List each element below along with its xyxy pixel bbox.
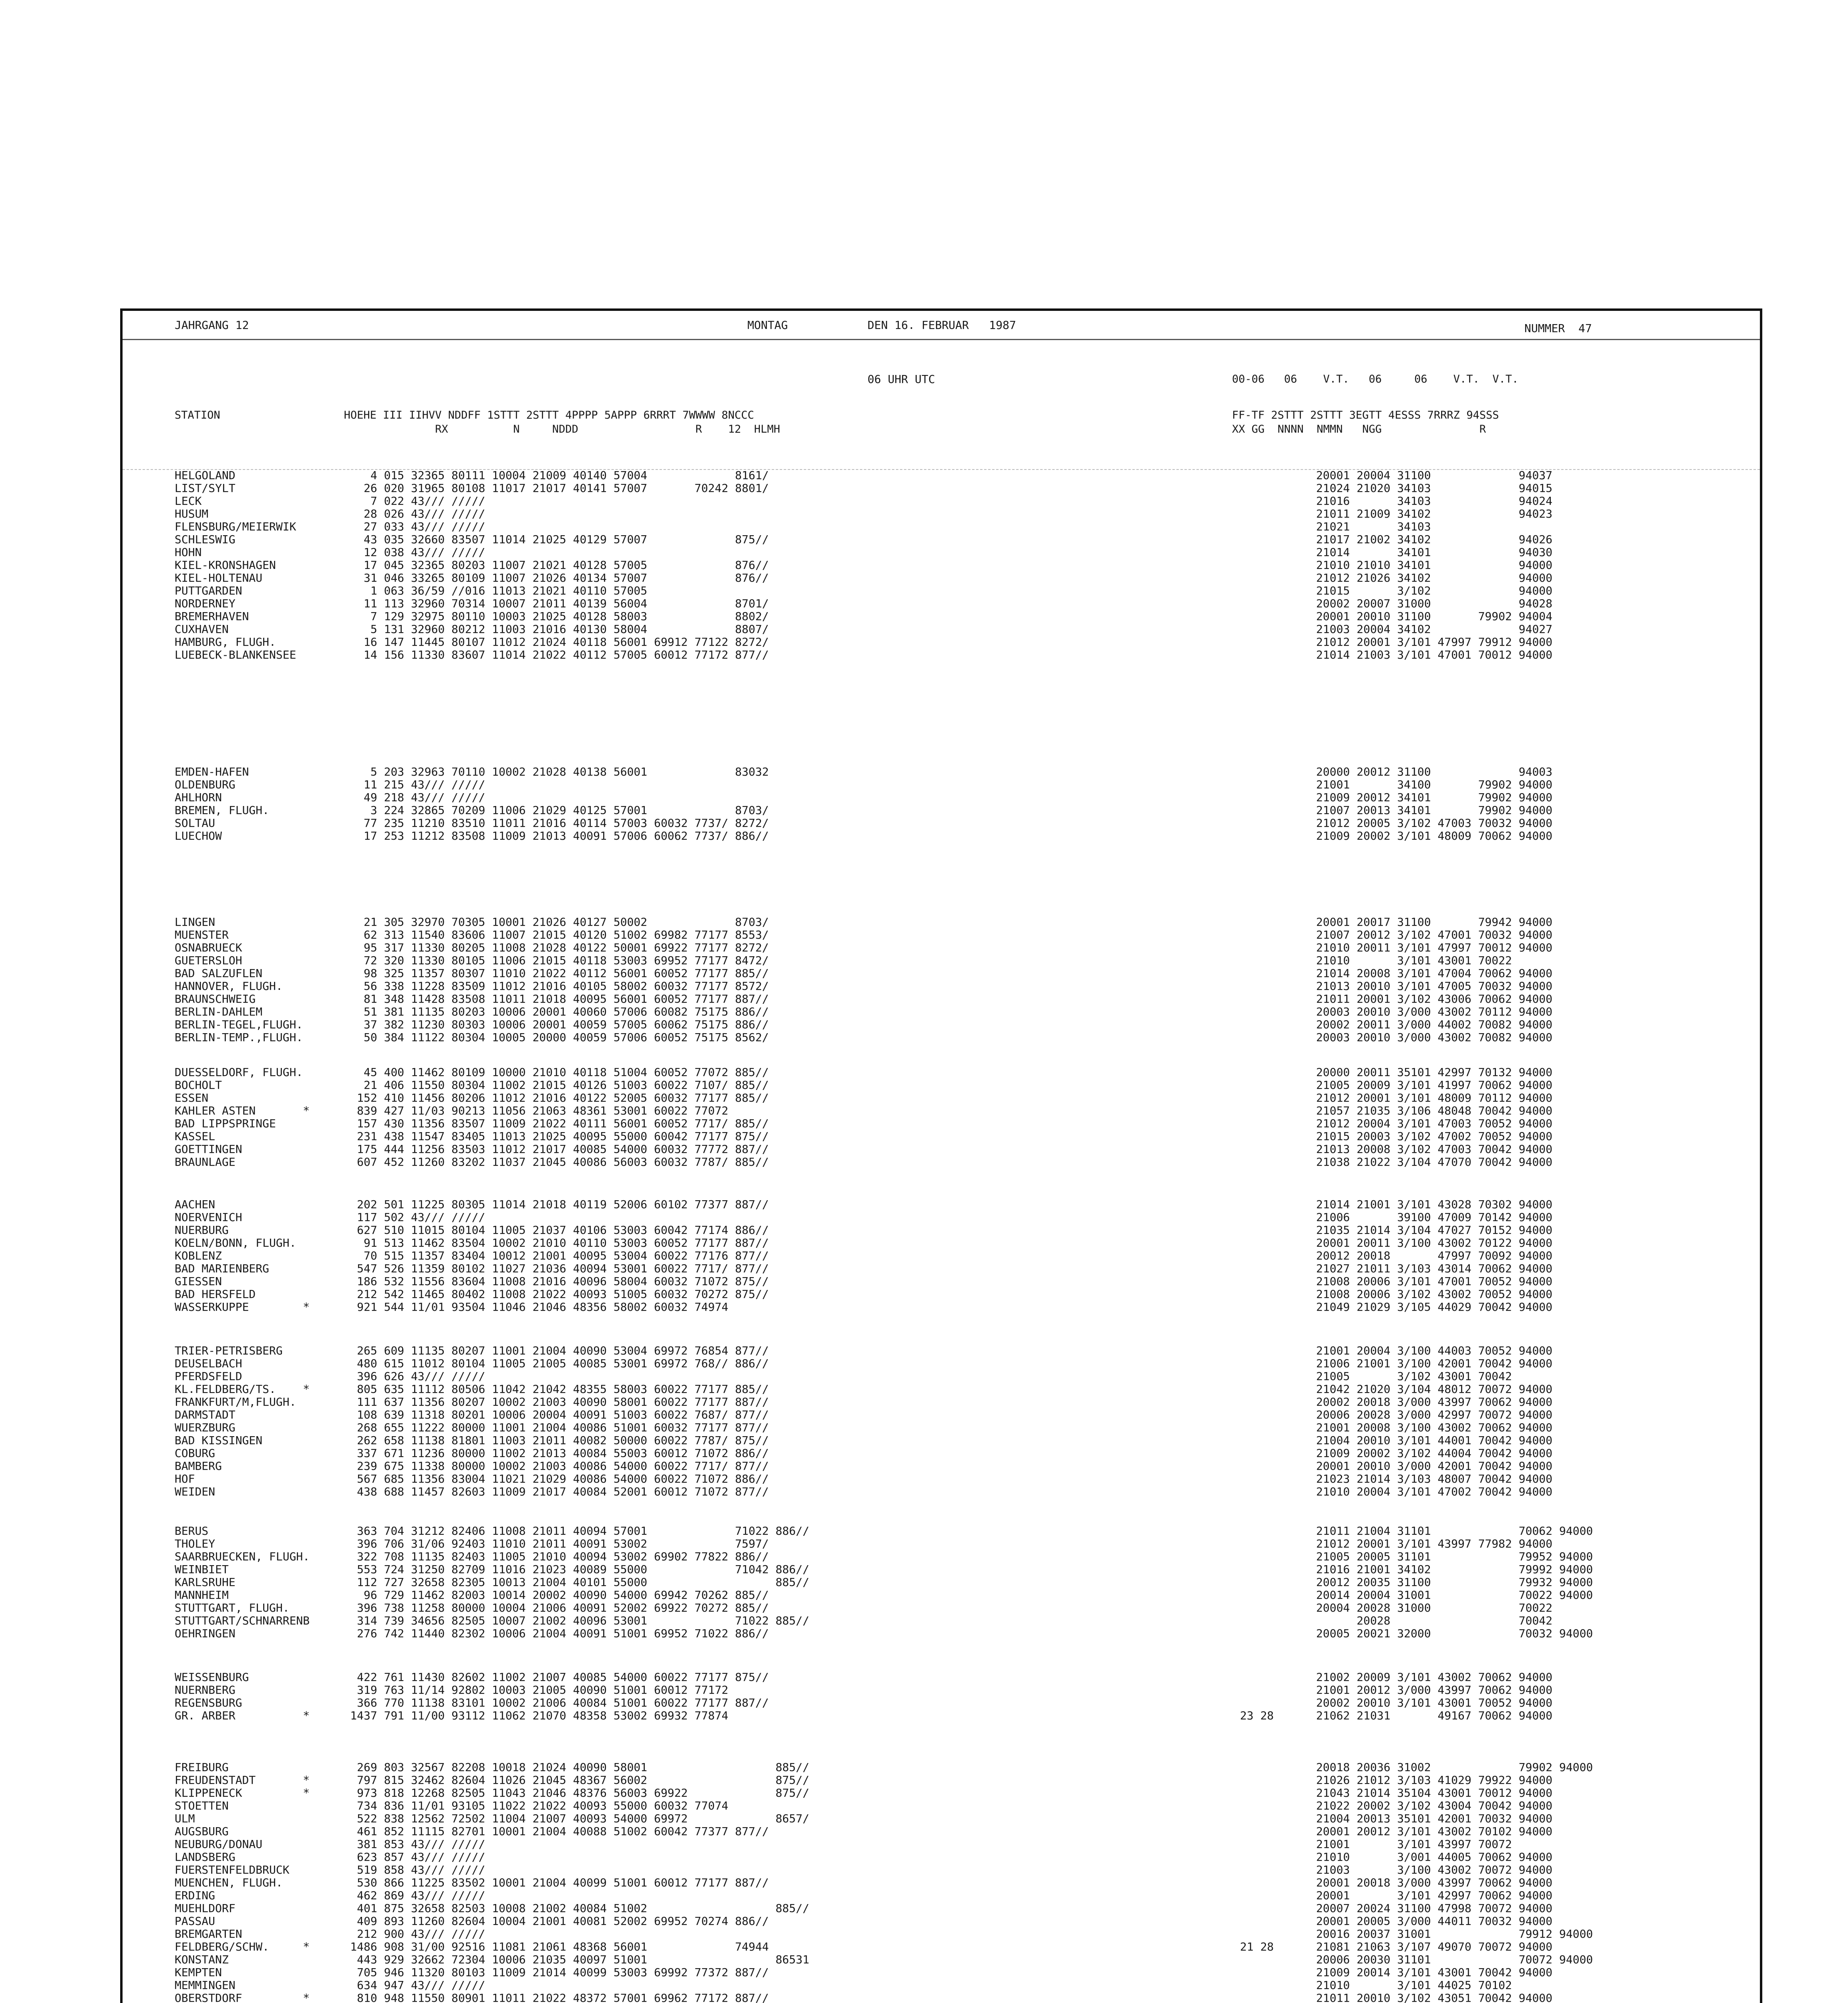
station-group-lower-saxony-extra: 20000 20012 31100 94003 21001 34100 79902 94000 21009 20012 34101 79902 94000 21007 20013 34101 79902 94000 21012 20005 3/102 47003 70032 94000 21009 20002 3/101 48009 70062 94000 (1316, 765, 1553, 842)
station-group-westphalia: DUESSELDORF, FLUGH. 45 400 11462 80109 10000 21010 40118 51004 60052 77072 885// BOCHOLT 21 406 11550 80304 11002 21015 40126 51003 60022 7107/ 885// ESSEN 152 410 11456 80206 11012 21016 40122 52005 60032 77177 885// KAHLER ASTEN * 839 427 11/03 90213 11056 21063 48361 53001 60022 77072 BAD LIPPSPRINGE 157 430 11356 83507 11009 21022 40111 56001 60052 7717/ 885// KASSEL 231 438 11547 83405 11013 21025 40095 55000 60042 77177 875// GOETTINGEN 175 444 11256 83503 11012 21017 40085 54000 60032 77772 887// BRAUNLAGE 607 452 11260 83202 11037 21045 40086 56003 60032 7787/ 885// (175, 1066, 769, 1169)
station-group-lower-saxony: EMDEN-HAFEN 5 203 32963 70110 10002 21028 40138 56001 83032 OLDENBURG 11 215 43/// ///// AHLHORN 49 218 43/// ///// BREMEN, FLUGH. 3 224 32865 70209 11006 21029 40125 57001 8703/ SOLTAU 77 235 11210 83510 11011 21016 40114 57003 60032 7737/ 8272/ LUECHOW 17 253 11212 83508 11009 21013 40091 57006 60062 7737/ 886// (175, 765, 769, 842)
right-time-label: 00-06 06 V.T. 06 06 V.T. V.T. (1232, 373, 1519, 385)
date-label: DEN 16. FEBRUAR 1987 (868, 318, 1016, 332)
station-group-south-note: 21 28 (1240, 1940, 1274, 1953)
station-group-berlin-extra: 20001 20017 31100 79942 94000 21007 20012 3/102 47001 70032 94000 21010 20011 3/101 47997 70012 94000 21010 3/101 43001 70022 21014 20008 3/101 47004 70062 94000 21013 20010 3/101 47005 70032 94000 21011 20001 3/102 43006 70062 94000 20003 20010 3/000 43002 70112 94000 20002 20011 3/000 44002 70082 94000 20003 20010 3/000 43002 70082 94000 (1316, 915, 1553, 1044)
station-group-hesse-franconia: TRIER-PETRISBERG 265 609 11135 80207 11001 21004 40090 53004 69972 76854 877// DEUSELBACH 480 615 11012 80104 11005 21005 40085 53001 69972 768// 886// PFERDSFELD 396 626 43/// ///// KL.FELDBERG/TS. * 805 635 11112 80506 11042 21042 48355 58003 60022 77177 885// FRANKFURT/M,FLUGH. 111 637 11356 80207 10002 21003 40090 58001 60022 77177 887// DARMSTADT 108 639 11318 80201 10006 20004 40091 51003 60022 7687/ 877// WUERZBURG 268 655 11222 80000 11001 21004 40086 51001 60032 77177 877// BAD KISSINGEN 262 658 11138 81801 11003 21011 40082 50000 60022 7787/ 875// COBURG 337 671 11236 80000 11002 21013 40084 55003 60012 71072 886// BAMBERG 239 675 11338 80000 10002 21003 40086 54000 60022 7717/ 877// HOF 567 685 11356 83004 11021 21029 40086 54000 60022 71072 886// WEIDEN 438 688 11457 82603 11009 21017 40084 52001 60012 71072 877// (175, 1344, 769, 1498)
station-group-hesse-franconia-extra: 21001 20004 3/100 44003 70052 94000 21006 21001 3/100 42001 70042 94000 21005 3/102 43001 70042 21042 21020 3/104 48012 70072 94000 20002 20018 3/000 43997 70062 94000 20006 20028 3/000 42997 70072 94000 21001 20008 3/100 43002 70062 94000 21004 20010 3/101 44001 70042 94000 21009 20002 3/102 44004 70042 94000 20001 20010 3/000 42001 70042 94000 21023 21014 3/103 48007 70042 94000 21010 20004 3/101 47002 70042 94000 (1316, 1344, 1553, 1498)
station-group-rhineland: AACHEN 202 501 11225 80305 11014 21018 40119 52006 60102 77377 887// NOERVENICH 117 502 43/// ///// NUERBURG 627 510 11015 80104 11005 21037 40106 53003 60042 77174 886// KOELN/BONN, FLUGH. 91 513 11462 83504 10002 21010 40110 53003 60052 77177 887// KOBLENZ 70 515 11357 83404 10012 21001 40095 53004 60022 77176 877// BAD MARIENBERG 547 526 11359 80102 11027 21036 40094 53001 60022 7717/ 877// GIESSEN 186 532 11556 83604 11008 21016 40096 58004 60032 71072 875// BAD HERSFELD 212 542 11465 80402 11008 21022 40093 51005 60032 70272 875// WASSERKUPPE * 921 544 11/01 93504 11046 21046 48356 58002 60032 74974 (175, 1198, 769, 1314)
station-group-north: HELGOLAND 4 015 32365 80111 10004 21009 40140 57004 8161/ LIST/SYLT 26 020 31965 80108 11017 21017 40141 57007 70242 8801/ LECK 7 022 43/// ///// HUSUM 28 026 43/// ///// FLENSBURG/MEIERWIK 27 033 43/// ///// SCHLESWIG 43 035 32660 83507 11014 21025 40129 57007 875// HOHN 12 038 43/// ///// KIEL-KRONSHAGEN 17 045 32365 80203 11007 21021 40128 57005 876// KIEL-HOLTENAU 31 046 33265 80109 11007 21026 40134 57007 876// PUTTGARDEN 1 063 36/59 //016 11013 21021 40110 57005 NORDERNEY 11 113 32960 70314 10007 21011 40139 56004 8701/ BREMERHAVEN 7 129 32975 80110 10003 21025 40128 58003 8802/ CUXHAVEN 5 131 32960 80212 11003 21016 40130 58004 8807/ HAMBURG, FLUGH. 16 147 11445 80107 11012 21024 40118 56001 69912 77122 8272/ LUEBECK-BLANKENSEE 14 156 11330 83607 11014 21022 40112 57005 60012 77172 877// (175, 469, 769, 661)
issue-number: NUMMER 47 (1524, 322, 1592, 335)
column-header-main: STATION HOEHE III IIHVV NDDFF 1STTT 2STTT 4PPPP 5APPP 6RRRT 7WWWW 8NCCC (175, 409, 754, 421)
station-group-bavaria-north-extra: 21002 20009 3/101 43002 70062 94000 21001 20012 3/000 43997 70062 94000 20002 20010 3/101 43001 70052 94000 21062 21031 49167 70062 94000 (1316, 1671, 1553, 1722)
weather-report-sheet (120, 308, 1762, 2003)
main-time-label: 06 UHR UTC (868, 373, 935, 386)
weekday-label: MONTAG (747, 318, 788, 332)
station-group-rhineland-extra: 21014 21001 3/101 43028 70302 94000 21006 39100 47009 70142 94000 21035 21014 3/104 47027 70152 94000 20001 20011 3/100 43002 70122 94000 20012 20018 47997 70092 94000 21027 21011 3/103 43014 70062 94000 21008 20006 3/101 47001 70052 94000 21008 20006 3/102 43002 70052 94000 21049 21029 3/105 44029 70042 94000 (1316, 1198, 1553, 1314)
header-rule (123, 339, 1760, 340)
station-group-saar-baden: BERUS 363 704 31212 82406 11008 21011 40094 57001 71022 886// THOLEY 396 706 31/06 92403 11010 21011 40091 53002 7597/ SAARBRUECKEN, FLUGH. 322 708 11135 82403 11005 21010 40094 53002 69902 77822 886// WEINBIET 553 724 31250 82709 11016 21023 40089 55000 71042 886// KARLSRUHE 112 727 32658 82305 10013 21004 40101 55000 885// MANNHEIM 96 729 11462 82003 10014 20002 40090 54000 69942 70262 885// STUTTGART, FLUGH. 396 738 11258 80000 10004 21006 40091 52002 69922 70272 885// STUTTGART/SCHNARRENB 314 739 34656 82505 10007 21002 40096 53001 71022 885// OEHRINGEN 276 742 11440 82302 10006 21004 40091 51001 69952 71022 886// (175, 1524, 809, 1640)
jahrgang-label: JAHRGANG 12 (175, 318, 249, 332)
column-header-main-sub: RX N NDDD R 12 HLMH (175, 423, 780, 435)
column-header-right-sub: XX GG NNNN NMMN NGG R (1232, 423, 1486, 435)
station-group-bavaria-north: WEISSENBURG 422 761 11430 82602 11002 21007 40085 54000 60022 77177 875// NUERNBERG 319 763 11/14 92802 10003 21005 40090 51001 60012 77172 REGENSBURG 366 770 11138 83101 10002 21006 40084 51001 60022 77177 887// GR. ARBER * 1437 791 11/00 93112 11062 21070 48358 53002 69932 77874 (175, 1671, 769, 1722)
station-group-north-extra: 20001 20004 31100 94037 21024 21020 34103 94015 21016 34103 94024 21011 21009 34102 94023 21021 34103 21017 21002 34102 94026 21014 34101 94030 21010 21010 34101 94000 21012 21026 34102 94000 21015 3/102 94000 20002 20007 31000 94028 20001 20010 31100 79902 94004 21003 20004 34102 94027 21012 20001 3/101 47997 79912 94000 21014 21003 3/101 47001 70012 94000 (1316, 469, 1553, 661)
station-group-bavaria-north-note: 23 28 (1240, 1709, 1274, 1722)
column-header-right: FF-TF 2STTT 2STTT 3EGTT 4ESSS 7RRRZ 94SSS (1232, 409, 1499, 421)
station-group-saar-baden-extra: 21011 21004 31101 70062 94000 21012 20001 3/101 43997 77982 94000 21005 20005 31101 79952 94000 21016 21001 34102 79992 94000 20012 20035 31100 79932 94000 20014 20004 31001 70022 94000 20004 20028 31000 70022 20028 70042 20005 20021 32000 70032 94000 (1316, 1524, 1593, 1640)
station-group-south-extra: 20018 20036 31002 79902 94000 21026 21012 3/103 41029 79922 94000 21043 21014 35104 43001 70012 94000 21022 20002 3/102 43004 70042 94000 21004 20013 35101 42001 70032 94000 20001 20012 3/101 43002 70102 94000 21001 3/101 43997 70072 21010 3/001 44005 70062 94000 21003 3/100 43002 70072 94000 20001 20018 3/000 43997 70062 94000 20001 3/101 42997 70062 94000 20007 20024 31100 47998 70072 94000 20001 20005 3/000 44011 70032 94000 20016 20037 31001 79912 94000 21081 21063 3/107 49070 70072 94000 20006 20030 31101 70072 94000 21009 20014 3/101 43001 70042 94000 21010 3/101 44025 70102 21011 20010 3/102 43051 70042 94000 (1316, 1761, 1593, 2003)
station-group-berlin: LINGEN 21 305 32970 70305 10001 21026 40127 50002 8703/ MUENSTER 62 313 11540 83606 11007 21015 40120 51002 69982 77177 8553/ OSNABRUECK 95 317 11330 80205 11008 21028 40122 50001 69922 77177 8272/ GUETERSLOH 72 320 11330 80105 11006 21015 40118 53003 69952 77177 8472/ BAD SALZUFLEN 98 325 11357 80307 11010 21022 40112 56001 60052 77177 885// HANNOVER, FLUGH. 56 338 11228 83509 11012 21016 40105 58002 60032 77177 8572/ BRAUNSCHWEIG 81 348 11428 83508 11011 21018 40095 56001 60052 77177 887// BERLIN-DAHLEM 51 381 11135 80203 10006 20001 40060 57006 60082 75175 886// BERLIN-TEGEL,FLUGH. 37 382 11230 80303 10006 20001 40059 57005 60062 75175 886// BERLIN-TEMP.,FLUGH. 50 384 11122 80304 10005 20000 40059 57006 60052 75175 8562/ (175, 915, 769, 1044)
station-group-westphalia-extra: 20000 20011 35101 42997 70132 94000 21005 20009 3/101 41997 70062 94000 21012 20001 3/101 48009 70112 94000 21057 21035 3/106 48048 70042 94000 21012 20004 3/101 47003 70052 94000 21015 20003 3/102 47002 70052 94000 21013 20008 3/102 47003 70042 94000 21038 21022 3/104 47070 70042 94000 (1316, 1066, 1553, 1169)
station-group-south: FREIBURG 269 803 32567 82208 10018 21024 40090 58001 885// FREUDENSTADT * 797 815 32462 82604 11026 21045 48367 56002 875// KLIPPENECK * 973 818 12268 82505 11043 21046 48376 56003 69922 875// STOETTEN 734 836 11/01 93105 11022 21022 40093 55000 60032 77074 ULM 522 838 12562 72502 11004 21007 40093 54000 69972 8657/ AUGSBURG 461 852 11115 82701 10001 21004 40088 51002 60042 77377 877// NEUBURG/DONAU 381 853 43/// ///// LANDSBERG 623 857 43/// ///// FUERSTENFELDBRUCK 519 858 43/// ///// MUENCHEN, FLUGH. 530 866 11225 83502 10001 21004 40099 51001 60012 77177 887// ERDING 462 869 43/// ///// MUEHLDORF 401 875 32658 82503 10008 21002 40084 51002 885// PASSAU 409 893 11260 82604 10004 21001 40081 52002 69952 70274 886// BREMGARTEN 212 900 43/// ///// FELDBERG/SCHW. * 1486 908 31/00 92516 11081 21061 48368 56001 74944 KONSTANZ 443 929 32662 72304 10006 21035 40097 51001 86531 KEMPTEN 705 946 11320 80103 11009 21014 40099 53003 69992 77372 887// MEMMINGEN 634 947 43/// ///// OBERSTDORF * 810 948 11550 80901 11011 21022 48372 57001 69962 77172 887// (175, 1761, 809, 2003)
